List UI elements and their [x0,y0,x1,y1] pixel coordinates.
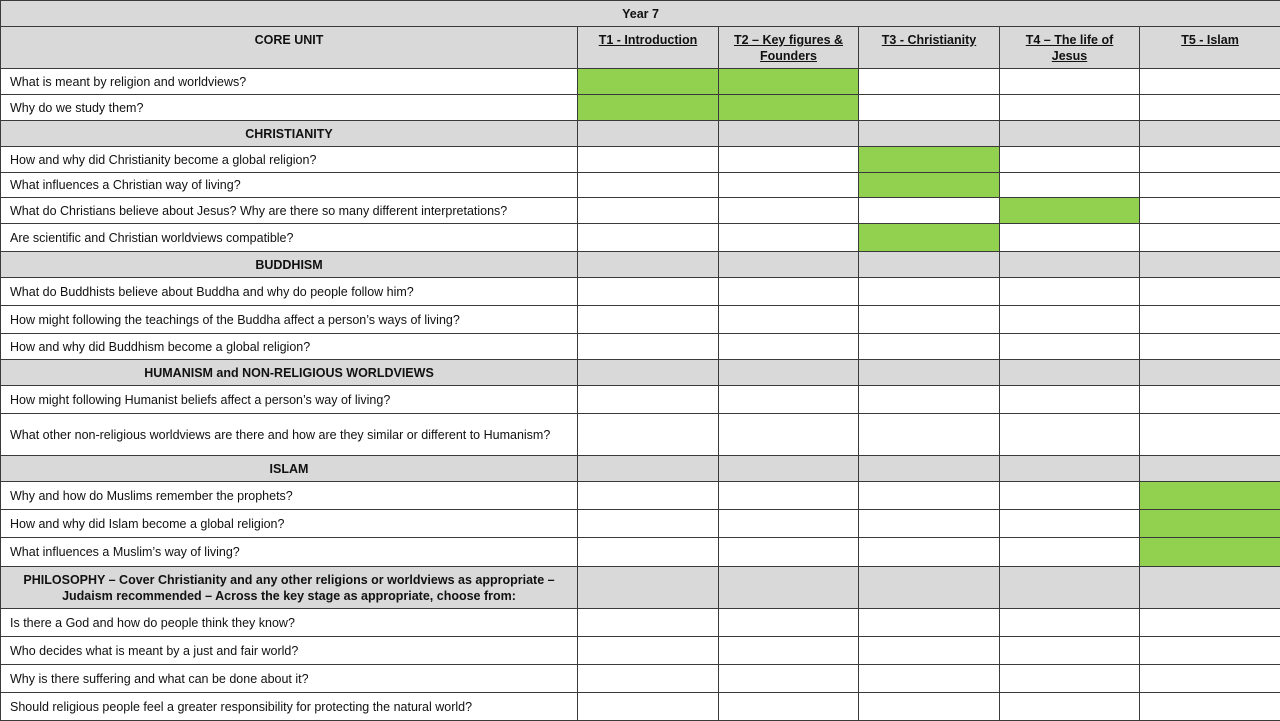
section-cell [578,360,719,386]
term-cell [578,173,719,198]
question-row [1,386,1280,414]
section-title: BUDDHISM [1,252,578,278]
term-cell [1140,173,1280,198]
term-cell [1000,665,1140,693]
term-cell [719,482,859,510]
term-cell [1000,95,1140,121]
term-cell [1000,693,1140,721]
section-row [1,121,1280,147]
question-text: What other non-religious worldviews are there and how are they similar or different to Humanism? [1,414,578,456]
question-row [1,538,1280,567]
question-text: What do Buddhists believe about Buddha and why do people follow him? [1,278,578,306]
term-cell [1140,414,1280,456]
term-cell [578,637,719,665]
section-cell [578,567,719,609]
question-text: How might following Humanist beliefs affect a person’s way of living? [1,386,578,414]
term-cell [1000,414,1140,456]
question-row [1,69,1280,95]
term-cell [1140,224,1280,252]
term-cell [1140,693,1280,721]
term-cell [719,306,859,334]
question-text: Should religious people feel a greater responsibility for protecting the natural world? [1,693,578,721]
term-cell [1000,224,1140,252]
section-cell [1000,121,1140,147]
term-cell [859,69,1000,95]
year-row [1,1,1280,27]
section-title: CHRISTIANITY [1,121,578,147]
term-cell [1000,334,1140,360]
section-cell [719,567,859,609]
question-row [1,510,1280,538]
term-cell [719,637,859,665]
term-cell [859,95,1000,121]
question-row [1,224,1280,252]
term-cell [1140,306,1280,334]
term-cell [1000,482,1140,510]
term-cell [1000,510,1140,538]
term-cell [578,538,719,567]
question-row [1,147,1280,173]
section-cell [578,252,719,278]
term-header-2: T2 – Key figures & Founders [719,27,859,69]
term-cell [1000,637,1140,665]
section-cell [1140,121,1280,147]
term-cell [1140,278,1280,306]
section-cell [859,360,1000,386]
term-cell [1000,69,1140,95]
term-cell [1000,386,1140,414]
section-cell [1140,567,1280,609]
section-cell [1140,456,1280,482]
term-cell [578,482,719,510]
term-cell [578,414,719,456]
section-cell [578,456,719,482]
question-text: Are scientific and Christian worldviews compatible? [1,224,578,252]
term-cell [578,334,719,360]
question-row [1,665,1280,693]
section-cell [859,121,1000,147]
term-cell [578,609,719,637]
term-cell [578,224,719,252]
term-header-3: T3 - Christianity [859,27,1000,69]
term-cell [1000,609,1140,637]
section-row [1,360,1280,386]
section-cell [859,567,1000,609]
term-cell [1000,278,1140,306]
term-cell [719,609,859,637]
section-cell [1000,456,1140,482]
highlighted-cell [1140,510,1280,538]
year-title: Year 7 [1,1,1280,27]
section-cell [1000,567,1140,609]
term-cell [859,693,1000,721]
highlighted-cell [859,147,1000,173]
term-cell [719,510,859,538]
question-row [1,198,1280,224]
term-cell [1140,637,1280,665]
term-cell [719,693,859,721]
section-title: ISLAM [1,456,578,482]
highlighted-cell [719,69,859,95]
highlighted-cell [859,173,1000,198]
term-cell [719,224,859,252]
question-row [1,334,1280,360]
question-text: Who decides what is meant by a just and fair world? [1,637,578,665]
term-header-4: T4 – The life of Jesus [1000,27,1140,69]
question-row [1,95,1280,121]
section-cell [719,360,859,386]
term-cell [859,609,1000,637]
section-cell [859,252,1000,278]
highlighted-cell [1140,538,1280,567]
term-cell [578,665,719,693]
section-cell [1000,360,1140,386]
term-cell [1000,538,1140,567]
highlighted-cell [578,95,719,121]
question-row [1,637,1280,665]
question-text: How and why did Christianity become a global religion? [1,147,578,173]
term-cell [859,306,1000,334]
question-text: What do Christians believe about Jesus? Why are there so many different interpretations? [1,198,578,224]
term-cell [859,510,1000,538]
section-cell [719,456,859,482]
term-cell [719,278,859,306]
term-cell [1140,69,1280,95]
term-cell [1000,173,1140,198]
question-row [1,482,1280,510]
question-row [1,609,1280,637]
term-cell [719,414,859,456]
term-cell [859,538,1000,567]
term-cell [719,334,859,360]
section-row [1,567,1280,609]
highlighted-cell [859,224,1000,252]
section-cell [859,456,1000,482]
term-cell [719,147,859,173]
section-cell [1000,252,1140,278]
question-text: What influences a Muslim’s way of living? [1,538,578,567]
question-text: How and why did Islam become a global religion? [1,510,578,538]
term-cell [859,386,1000,414]
question-text: Is there a God and how do people think they know? [1,609,578,637]
question-text: Why and how do Muslims remember the prophets? [1,482,578,510]
term-cell [859,198,1000,224]
highlighted-cell [1000,198,1140,224]
question-text: What is meant by religion and worldviews? [1,69,578,95]
question-row [1,278,1280,306]
question-text: What influences a Christian way of living? [1,173,578,198]
question-text: Why is there suffering and what can be done about it? [1,665,578,693]
header-row [1,27,1280,69]
term-cell [1140,198,1280,224]
term-cell [859,414,1000,456]
highlighted-cell [1140,482,1280,510]
section-cell [1140,252,1280,278]
term-cell [719,665,859,693]
term-cell [719,173,859,198]
term-cell [1140,95,1280,121]
term-cell [578,693,719,721]
term-cell [1140,609,1280,637]
term-cell [578,386,719,414]
core-unit-header: CORE UNIT [1,27,578,69]
term-cell [1140,665,1280,693]
term-cell [1000,306,1140,334]
term-cell [1000,147,1140,173]
term-cell [719,386,859,414]
question-row [1,693,1280,721]
term-cell [1140,147,1280,173]
term-cell [578,306,719,334]
question-row [1,414,1280,456]
section-row [1,252,1280,278]
term-header-1: T1 - Introduction [578,27,719,69]
term-cell [578,198,719,224]
term-cell [859,334,1000,360]
term-cell [719,538,859,567]
term-cell [719,198,859,224]
term-cell [1140,334,1280,360]
term-cell [859,278,1000,306]
term-cell [859,482,1000,510]
question-text: How and why did Buddhism become a global religion? [1,334,578,360]
term-cell [578,278,719,306]
term-cell [578,510,719,538]
term-cell [578,147,719,173]
section-title: PHILOSOPHY – Cover Christianity and any other religions or worldviews as appropriate – Judaism recommended – Across the key stage as appropriate, choose from: [1,567,578,609]
section-cell [719,121,859,147]
term-cell [859,637,1000,665]
term-cell [859,665,1000,693]
highlighted-cell [719,95,859,121]
question-text: Why do we study them? [1,95,578,121]
section-row [1,456,1280,482]
term-cell [1140,386,1280,414]
section-cell [719,252,859,278]
question-row [1,173,1280,198]
question-text: How might following the teachings of the Buddha affect a person’s ways of living? [1,306,578,334]
section-cell [1140,360,1280,386]
highlighted-cell [578,69,719,95]
term-header-5: T5 - Islam [1140,27,1280,69]
section-cell [578,121,719,147]
section-title: HUMANISM and NON-RELIGIOUS WORLDVIEWS [1,360,578,386]
question-row [1,306,1280,334]
